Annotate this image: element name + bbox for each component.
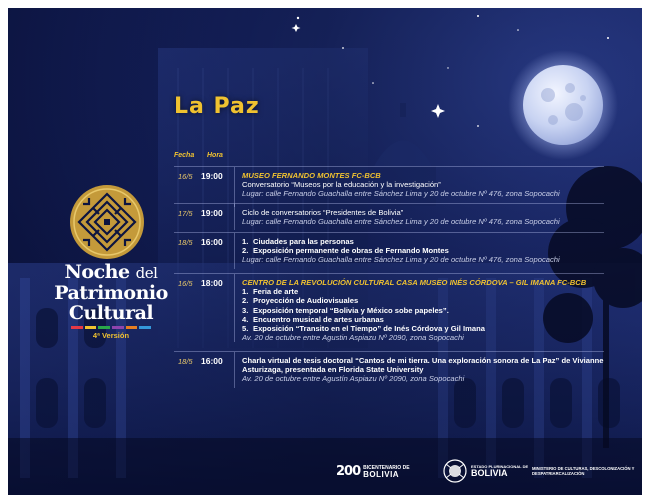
coat-of-arms-icon bbox=[442, 458, 468, 484]
event-venue: CENTRO DE LA REVOLUCIÓN CULTURAL CASA MUSEO INÉS CÓRDOVA – GIL IMANA FC-BCB bbox=[242, 278, 587, 287]
list-item: 2. Exposición permanente de obras de Fernando Montes bbox=[242, 246, 449, 256]
event-date: 16/5 bbox=[178, 172, 193, 181]
event-date: 16/5 bbox=[178, 279, 193, 288]
list-item: 1. Ciudades para las personas bbox=[242, 237, 354, 246]
event-date: 18/5 bbox=[178, 238, 193, 247]
aguayo-emblem-icon bbox=[69, 184, 145, 260]
event-time: 19:00 bbox=[201, 208, 223, 218]
event-date: 18/5 bbox=[178, 357, 193, 366]
bicentenario-logo bbox=[336, 464, 410, 479]
bicentenario-small: BICENTENARIO DE bbox=[363, 464, 410, 471]
list-item: 3. Exposición temporal “Bolivia y México sobe papeles”. bbox=[242, 305, 449, 315]
moon-icon bbox=[508, 50, 618, 160]
event-location: Av. 20 de octubre entre Agustín Aspiazu Nº 2090, zona Sopocachi bbox=[242, 374, 465, 384]
row-divider bbox=[174, 203, 604, 204]
list-item: 5. Exposición “Transito en el Tiempo” de Inés Córdova y Gil Imana bbox=[242, 324, 485, 334]
event-item-list bbox=[242, 287, 612, 333]
column-divider bbox=[234, 233, 235, 269]
ministerio-label: MINISTERIO DE CULTURAS, DESCOLONIZACIÓN Y DESPATRIARCALIZACIÓN bbox=[532, 466, 635, 476]
event-details bbox=[242, 171, 612, 199]
column-divider bbox=[234, 352, 235, 388]
festival-logo bbox=[52, 184, 162, 265]
column-header-fecha: Fecha bbox=[174, 152, 195, 159]
event-location: Av. 20 de octubre entre Agustin Aspiazu Nº 2090, zona Sopocachi bbox=[242, 333, 464, 343]
list-item: 4. Encuentro musical de artes urbanas bbox=[242, 314, 384, 324]
estado-small: ESTADO PLURINACIONAL DE bbox=[471, 464, 529, 469]
row-divider bbox=[174, 273, 604, 274]
event-item-list bbox=[242, 237, 612, 255]
event-title: Ciclo de conversatorios “Presidentes de Bolivia” bbox=[242, 208, 404, 217]
event-details bbox=[242, 356, 612, 384]
row-divider bbox=[174, 166, 604, 167]
event-time: 18:00 bbox=[201, 278, 223, 288]
estado-big: BOLIVIA bbox=[471, 468, 508, 478]
festival-brand bbox=[48, 263, 174, 340]
estado-plurinacional-logo bbox=[442, 458, 528, 484]
event-location: Lugar: calle Fernando Guachalla entre Sánchez Lima y 20 de octubre Nº 476, zona Sopocachi bbox=[242, 255, 560, 265]
bicentenario-number: 200 bbox=[336, 464, 361, 479]
column-header-hora: Hora bbox=[207, 152, 223, 159]
column-divider bbox=[234, 274, 235, 342]
event-location: Lugar: calle Fernando Guachalla entre Sánchez Lima y 20 de octubre Nº 476, zona Sopocachi bbox=[242, 217, 560, 227]
event-title: Charla virtual de tesis doctoral “Cantos de mi tierra. Una exploración sonora de La Paz” de Vivianne Asturizaga, presentada en Florida State University bbox=[242, 356, 604, 375]
event-time: 19:00 bbox=[201, 171, 223, 181]
bicentenario-big: BOLIVIA bbox=[363, 469, 400, 479]
row-divider bbox=[174, 232, 604, 233]
event-title: Conversatorio “Museos por la educación y la investigación” bbox=[242, 180, 441, 190]
event-details bbox=[242, 278, 612, 342]
brand-line-1: Noche del bbox=[64, 261, 158, 283]
event-venue: MUSEO FERNANDO MONTES FC-BCB bbox=[242, 171, 381, 180]
list-item: 1. Feria de arte bbox=[242, 287, 299, 297]
event-date: 17/5 bbox=[178, 209, 193, 218]
brand-line-2: Patrimonio bbox=[54, 282, 168, 304]
event-location: Lugar: calle Fernando Guachalla entre Sánchez Lima y 20 de octubre Nº 476, zona Sopocachi bbox=[242, 189, 560, 199]
edition-label: 4ª Versión bbox=[92, 331, 130, 340]
column-divider bbox=[234, 167, 235, 207]
column-divider bbox=[234, 204, 235, 230]
event-time: 16:00 bbox=[201, 356, 223, 366]
list-item: 2. Proyección de Audiovisuales bbox=[242, 296, 359, 306]
color-bars-decoration bbox=[71, 326, 151, 329]
city-title: La Paz bbox=[174, 94, 260, 119]
row-divider bbox=[174, 351, 604, 352]
footer-logos bbox=[8, 456, 642, 486]
event-poster bbox=[8, 8, 642, 495]
event-time: 16:00 bbox=[201, 237, 223, 247]
brand-line-3: Cultural bbox=[68, 302, 154, 324]
event-details bbox=[242, 237, 612, 265]
event-details bbox=[242, 208, 612, 226]
